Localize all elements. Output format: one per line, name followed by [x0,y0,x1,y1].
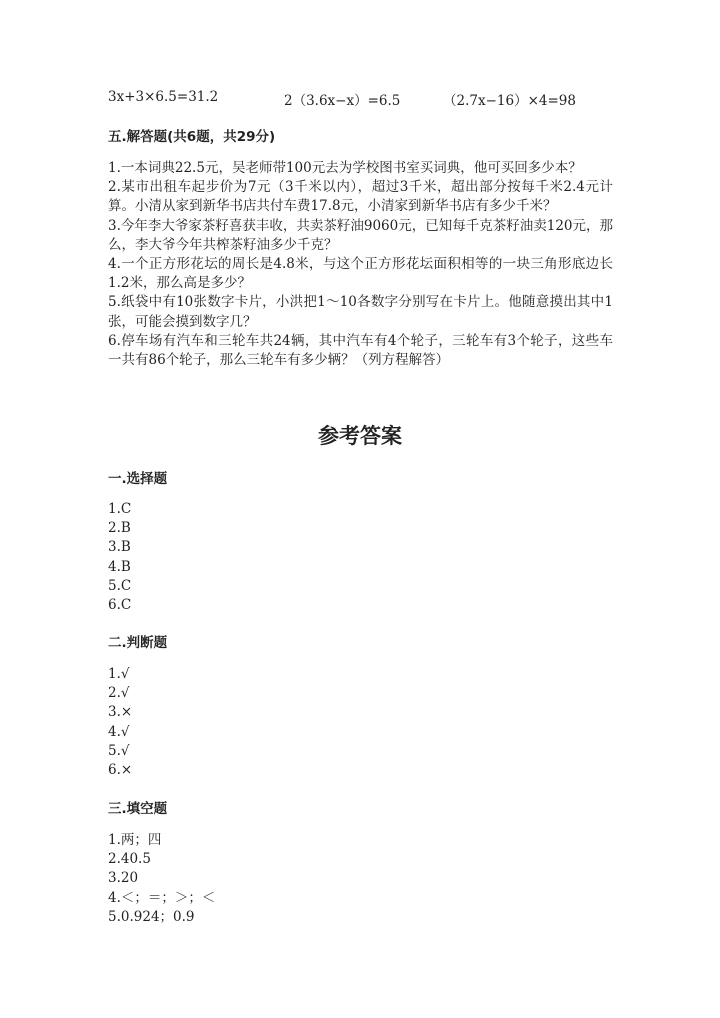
answer-list-fill [108,831,215,927]
answer-item: 5.0.924；0.9 [108,908,195,925]
answer-item: 5.C [108,577,132,594]
equation-3: （2.7x−16）×4=98 [443,93,576,109]
answer-item: 6.C [108,597,132,614]
equation-row [0,89,720,109]
answers-title: 参考答案 [318,424,402,448]
answer-item: 3.B [108,539,131,556]
answer-section-3-title: 三.填空题 [108,801,168,817]
section-5-title: 五.解答题(共6题，共29分) [108,129,276,145]
answer-item: 6.× [108,762,133,779]
answer-section-1-title: 一.选择题 [108,471,168,487]
answer-section-2-title: 二.判断题 [108,635,168,651]
answer-item: 1.√ [108,666,130,682]
answer-item: 4.B [108,558,131,575]
answer-item: 5.√ [108,742,130,759]
equation-1: 3x+3×6.5=31.2 [108,89,219,105]
answer-item: 1.C [108,501,132,517]
answer-item: 2.40.5 [108,851,151,868]
answer-item: 2.√ [108,685,130,702]
answer-item: 3.× [108,704,133,721]
answer-item: 3.20 [108,870,139,887]
answer-item: 4.＜；＝；＞；＜ [108,889,216,906]
answer-list-judgment [108,665,132,780]
question-item: 5.纸袋中有10张数字卡片，小洪把1～10各数字分别写在卡片上。他随意摸出其中1张，可能会摸到数字几？ [108,294,613,330]
answer-item: 4.√ [108,723,130,740]
answer-item: 2.B [108,520,131,537]
question-list [108,159,613,370]
equation-2: 2（3.6x−x）=6.5 [284,93,401,109]
question-item: 2.某市出租车起步价为7元（3千米以内），超过3千米，超出部分按每千米2.4元计算。小清从家到新华书店共付车费17.8元，小清家到新华书店有多少千米？ [108,179,613,215]
question-item: 1.一本词典22.5元，吴老师带100元去为学校图书室买词典，他可买回多少本？ [108,160,582,176]
question-item: 6.停车场有汽车和三轮车共24辆，其中汽车有4个轮子，三轮车有3个轮子，这些车一共有86个轮子，那么三轮车有多少辆？（列方程解答） [108,332,613,369]
question-item: 3.今年李大爷家茶籽喜获丰收，共卖茶籽油9060元，已知每千克茶籽油卖120元，那么，李大爷今年共榨茶籽油多少千克？ [108,217,614,253]
answer-list-choice [108,500,131,615]
question-item: 4.一个正方形花坛的周长是4.8米，与这个正方形花坛面积相等的一块三角形底边长1.2米，那么高是多少？ [108,256,613,292]
answer-item: 1.两；四 [108,832,162,848]
